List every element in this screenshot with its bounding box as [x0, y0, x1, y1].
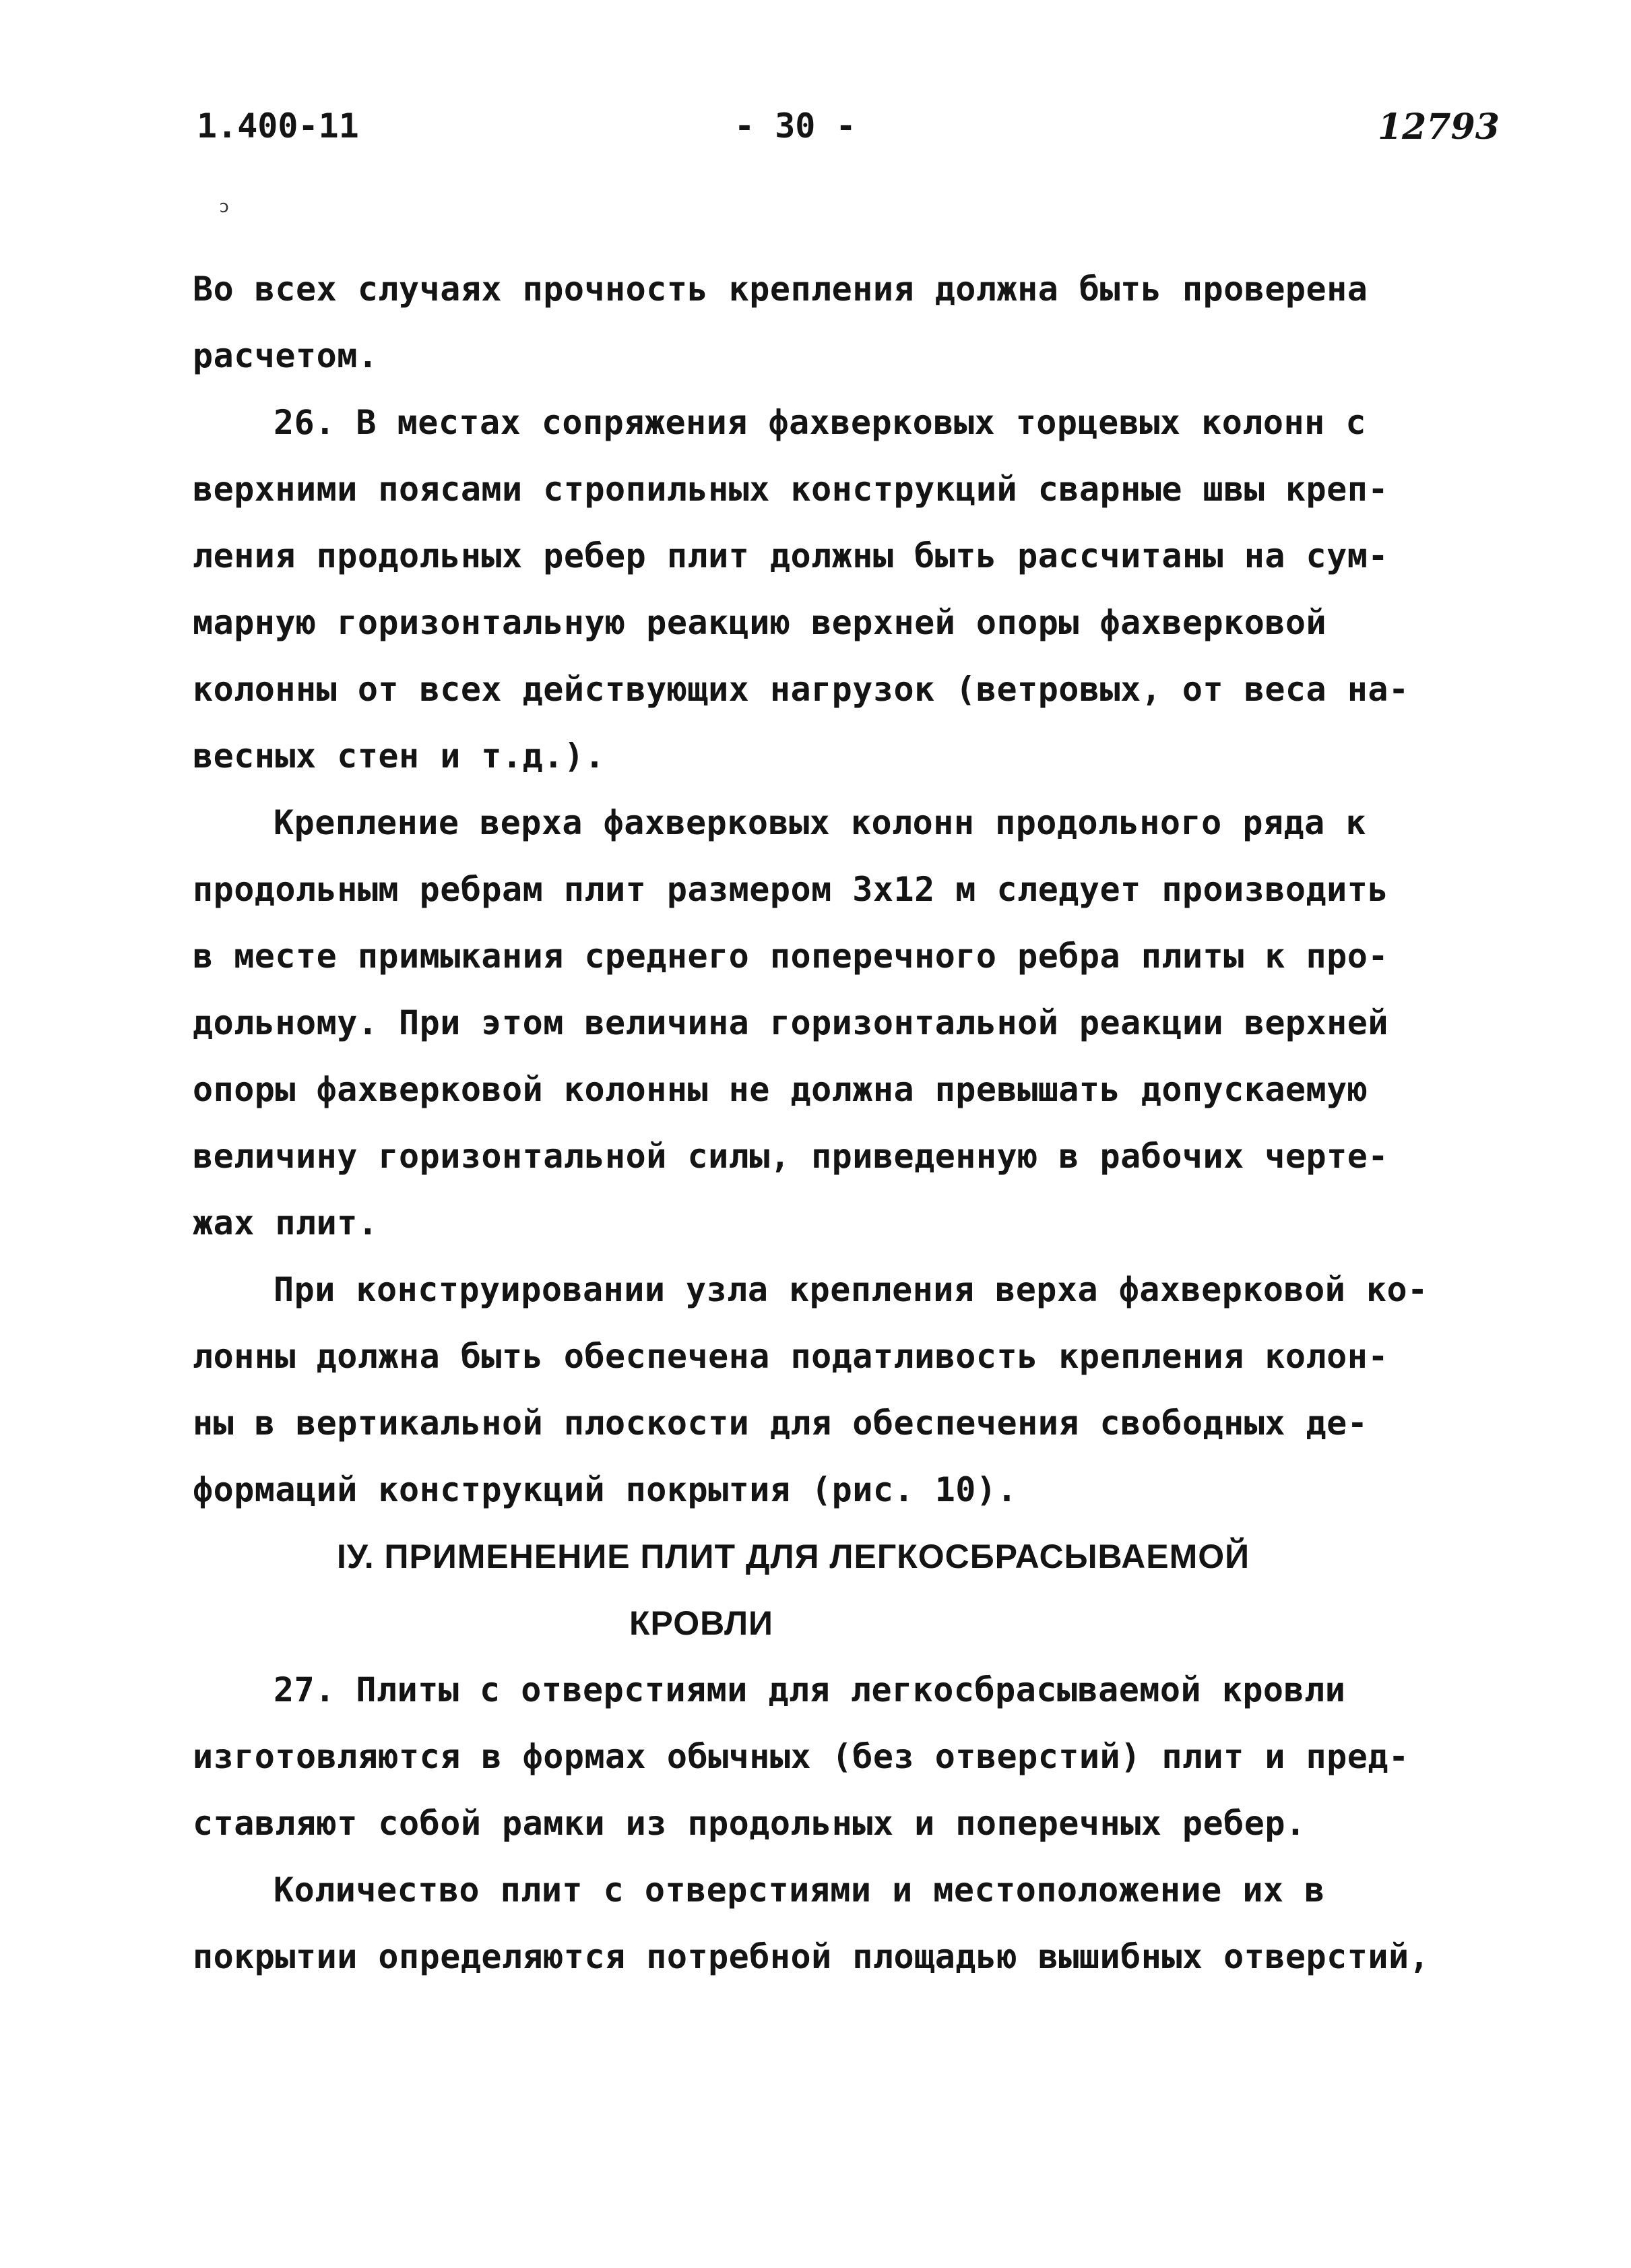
body-text [193, 256, 1459, 1990]
page-number: - 30 - [734, 106, 856, 146]
text-line: Во всех случаях прочность крепления должна быть проверена [193, 270, 1368, 309]
section-heading-line-1: IУ. ПРИМЕНЕНИЕ ПЛИТ ДЛЯ ЛЕГКОСБРАСЫВАЕМОЙ [337, 1538, 1250, 1575]
paragraph-26 [193, 389, 1459, 790]
paragraph-conclusion [193, 256, 1459, 389]
text-line: расчетом. [193, 336, 379, 375]
text-line: ления продольных ребер плит должны быть рассчитаны на сум- [193, 536, 1388, 575]
text-line: опоры фахверковой колонны не должна превышать допускаемую [193, 1070, 1368, 1109]
paragraph-quantity [193, 1857, 1459, 1990]
text-line: величину горизонтальной силы, приведенную в рабочих черте- [193, 1137, 1388, 1176]
text-line: колонны от всех действующих нагрузок (ветровых, от веса на- [193, 670, 1409, 709]
paragraph-fastening [193, 790, 1459, 1257]
page-header [0, 106, 1631, 160]
text-line: формаций конструкций покрытия (рис. 10). [193, 1470, 1018, 1509]
text-line: ны в вертикальной плоскости для обеспечения свободных де- [193, 1404, 1368, 1443]
text-line: в месте примыкания среднего поперечного ребра плиты к про- [193, 937, 1388, 976]
text-line: дольному. При этом величина горизонтальной реакции верхней [193, 1003, 1388, 1042]
text-line: При конструировании узла крепления верха фахверковой ко- [274, 1270, 1428, 1309]
text-line: Количество плит с отверстиями и местоположение их в [274, 1870, 1325, 1910]
margin-mark: ɔ [219, 197, 230, 217]
text-line: верхними поясами стропильных конструкций сварные швы креп- [193, 470, 1388, 509]
text-line: жах плит. [193, 1203, 379, 1242]
paragraph-design [193, 1257, 1459, 1523]
paragraph-27 [193, 1657, 1459, 1857]
text-line: продольным ребрам плит размером 3х12 м следует производить [193, 870, 1388, 909]
document-code: 1.400-11 [197, 106, 359, 146]
text-line: весных стен и т.д.). [193, 736, 606, 776]
section-heading [193, 1523, 1459, 1657]
archive-number: 12793 [1378, 106, 1500, 148]
text-line: 27. Плиты с отверстиями для легкосбрасываемой кровли [274, 1670, 1346, 1709]
text-line: марную горизонтальную реакцию верхней опоры фахверковой [193, 603, 1327, 642]
text-line: Крепление верха фахверковых колонн продольного ряда к [274, 803, 1366, 842]
text-line: 26. В местах сопряжения фахверковых торцевых колонн с [274, 403, 1366, 442]
section-heading-line-2: КРОВЛИ [629, 1604, 773, 1642]
text-line: ставляют собой рамки из продольных и поперечных ребер. [193, 1804, 1306, 1843]
text-line: покрытии определяются потребной площадью вышибных отверстий, [193, 1937, 1430, 1976]
text-line: лонны должна быть обеспечена податливость крепления колон- [193, 1337, 1388, 1376]
text-line: изготовляются в формах обычных (без отверстий) плит и пред- [193, 1737, 1409, 1776]
